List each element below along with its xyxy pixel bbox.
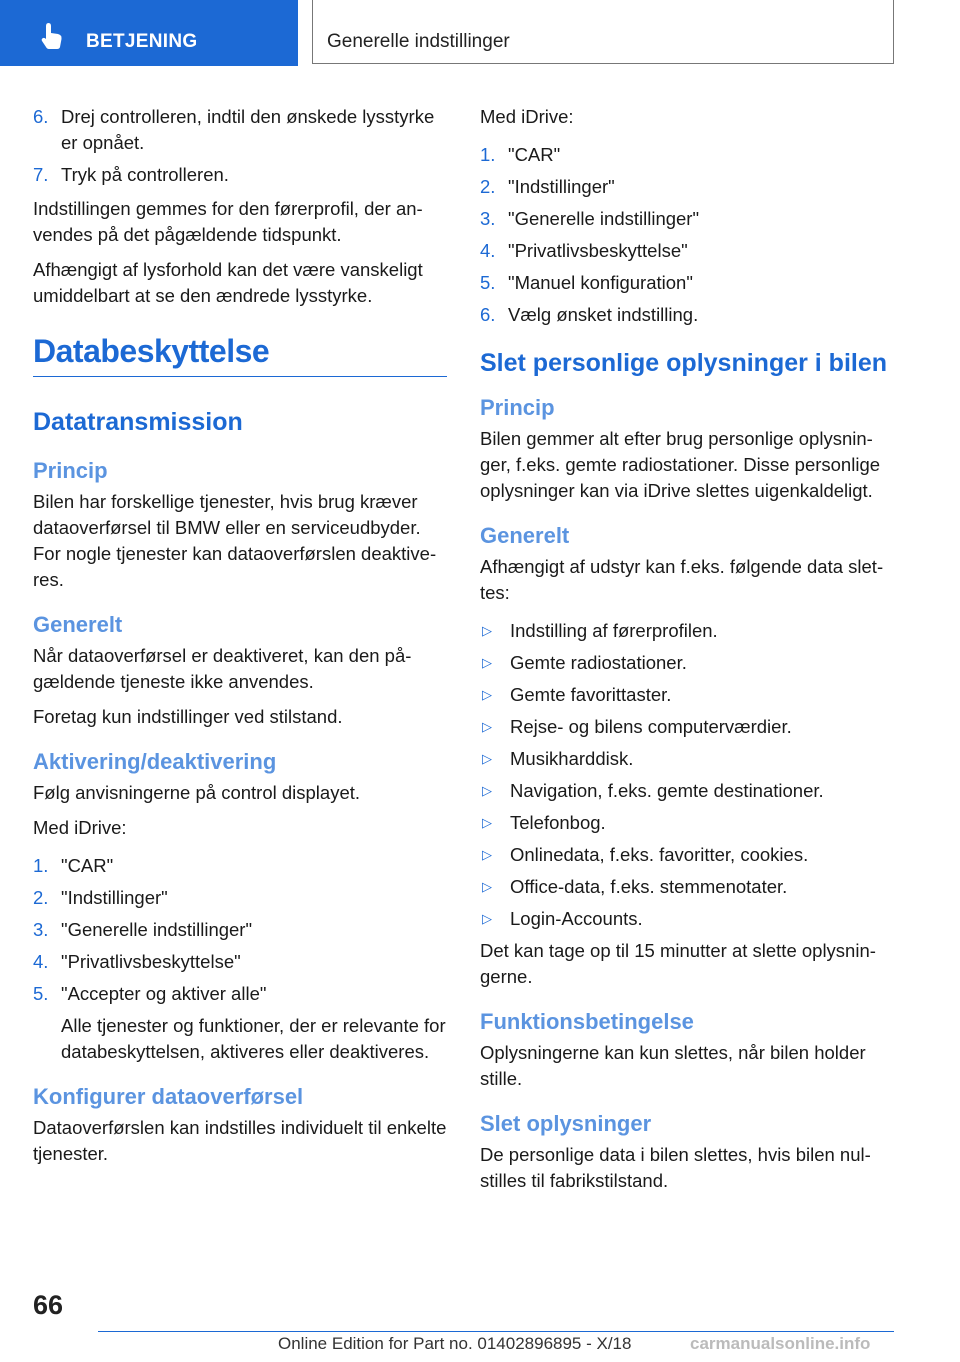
triangle-bullet-icon: ▷	[482, 879, 492, 894]
step-item	[33, 917, 447, 943]
step-number: 3.	[480, 208, 496, 229]
list-item	[480, 874, 895, 900]
subheading: Slet oplysninger	[480, 1111, 652, 1136]
step-number: 5.	[33, 983, 49, 1004]
paragraph: Oplysningerne kan kun slettes, når bilen holder stille.	[480, 1042, 866, 1089]
page-number: 66	[33, 1290, 64, 1320]
triangle-bullet-icon: ▷	[482, 911, 492, 926]
section-tab	[0, 0, 298, 66]
list-item	[480, 842, 895, 868]
paragraph: Det kan tage op til 15 minutter at slette oplysningerne.	[480, 940, 876, 987]
page-footer	[0, 1290, 960, 1362]
step-note: Alle tjenester og funktioner, der er relevante for databeskyttelsen, aktiveres eller deaktiveres.	[61, 1015, 446, 1062]
paragraph: Bilen gemmer alt efter brug personlige oplysninger, f.eks. gemte radiostationer. Disse personlige oplysninger kan via iDrive slettes uigenkaldeligt.	[480, 428, 881, 501]
right-column	[480, 104, 895, 1203]
subheading: Funktionsbetingelse	[480, 1009, 694, 1034]
step-item	[33, 981, 447, 1065]
list-text: Musikharddisk.	[510, 748, 634, 769]
triangle-bullet-icon: ▷	[482, 623, 492, 638]
paragraph: Afhængigt af lysforhold kan det være vanskeligt umiddelbart at se den ændrede lysstyrke.	[33, 259, 423, 306]
step-number: 4.	[480, 240, 496, 261]
step-number: 7.	[33, 164, 49, 185]
paragraph: Følg anvisningerne på control displayet.	[33, 782, 361, 803]
section-title: BETJENING	[86, 31, 198, 52]
subheading: Aktivering/deaktivering	[33, 749, 277, 774]
step-number: 4.	[33, 951, 49, 972]
list-item	[480, 650, 895, 676]
step-number: 3.	[33, 919, 49, 940]
subheading: Konfigurer dataoverførsel	[33, 1084, 304, 1109]
step-item	[480, 270, 895, 296]
list-item	[480, 810, 895, 836]
step-item	[33, 949, 447, 975]
paragraph: Indstillingen gemmes for den førerprofil, der anvendes på det pågældende tidspunkt.	[33, 198, 423, 245]
paragraph: De personlige data i bilen slettes, hvis bilen nulstilles til fabrikstilstand.	[480, 1144, 871, 1191]
list-text: Login-Accounts.	[510, 908, 643, 929]
step-item	[480, 302, 895, 328]
step-text: "Indstillinger"	[61, 887, 168, 908]
step-text: "Generelle indstillinger"	[508, 208, 700, 229]
list-text: Gemte favorittaster.	[510, 684, 672, 705]
subheading: Princip	[33, 458, 108, 483]
step-text: Drej controlleren, indtil den ønskede lysstyrke er opnået.	[61, 106, 435, 153]
step-number: 1.	[33, 855, 49, 876]
subheading: Generelt	[480, 523, 570, 548]
footer-divider	[98, 1331, 894, 1332]
triangle-bullet-icon: ▷	[482, 655, 492, 670]
step-number: 6.	[480, 304, 496, 325]
list-text: Rejse- og bilens computerværdier.	[510, 716, 792, 737]
list-text: Indstilling af førerprofilen.	[510, 620, 718, 641]
list-text: Navigation, f.eks. gemte destinationer.	[510, 780, 824, 801]
paragraph: Dataoverførslen kan indstilles individuelt til enkelte tjenester.	[33, 1117, 447, 1164]
subheading: Princip	[480, 395, 555, 420]
step-text: "Privatlivsbeskyttelse"	[508, 240, 688, 261]
step-item	[480, 174, 895, 200]
list-item	[480, 714, 895, 740]
triangle-bullet-icon: ▷	[482, 815, 492, 830]
triangle-bullet-icon: ▷	[482, 719, 492, 734]
paragraph: Bilen har forskellige tjenester, hvis brug kræver dataoverførsel til BMW eller en serviceudbyder. For nogle tjenester kan dataoverførslen deaktiveres.	[33, 491, 437, 590]
step-number: 1.	[480, 144, 496, 165]
subheading: Generelt	[33, 612, 123, 637]
step-text: "CAR"	[61, 855, 114, 876]
step-item	[33, 885, 447, 911]
list-item	[480, 778, 895, 804]
step-item	[33, 104, 447, 156]
paragraph: Med iDrive:	[33, 817, 127, 838]
step-item	[33, 162, 447, 188]
step-text: "Accepter og aktiver alle"	[61, 983, 267, 1004]
section-heading: Datatransmission	[33, 408, 243, 436]
step-text: "Indstillinger"	[508, 176, 615, 197]
paragraph: Afhængigt af udstyr kan f.eks. følgende data slettes:	[480, 556, 884, 603]
paragraph: Med iDrive:	[480, 106, 574, 127]
step-number: 2.	[33, 887, 49, 908]
step-number: 2.	[480, 176, 496, 197]
chapter-title: Generelle indstillinger	[327, 31, 510, 52]
list-text: Office-data, f.eks. stemmenotater.	[510, 876, 788, 897]
chapter-header	[312, 0, 894, 64]
left-column	[33, 104, 447, 1176]
paragraph: Foretag kun indstillinger ved stilstand.	[33, 706, 343, 727]
step-item	[33, 853, 447, 879]
paragraph: Når dataoverførsel er deaktiveret, kan den pågældende tjeneste ikke anvendes.	[33, 645, 412, 692]
list-text: Onlinedata, f.eks. favoritter, cookies.	[510, 844, 809, 865]
step-text: Tryk på controlleren.	[61, 164, 229, 185]
list-text: Gemte radiostationer.	[510, 652, 687, 673]
triangle-bullet-icon: ▷	[482, 847, 492, 862]
step-item	[480, 142, 895, 168]
step-number: 6.	[33, 106, 49, 127]
step-text: Vælg ønsket indstilling.	[508, 304, 699, 325]
watermark: carmanualsonline.info	[690, 1334, 871, 1353]
step-text: "Generelle indstillinger"	[61, 919, 253, 940]
list-item	[480, 618, 895, 644]
list-item	[480, 906, 895, 932]
section-heading: Slet personlige oplysninger i bilen	[480, 349, 888, 377]
list-item	[480, 682, 895, 708]
list-item	[480, 746, 895, 772]
step-item	[480, 206, 895, 232]
step-text: "Manuel konfiguration"	[508, 272, 693, 293]
triangle-bullet-icon: ▷	[482, 783, 492, 798]
step-item	[480, 238, 895, 264]
edition-text: Online Edition for Part no. 01402896895 - X/18	[278, 1334, 632, 1353]
triangle-bullet-icon: ▷	[482, 751, 492, 766]
step-text: "CAR"	[508, 144, 561, 165]
hand-icon	[38, 22, 66, 50]
step-number: 5.	[480, 272, 496, 293]
step-text: "Privatlivsbeskyttelse"	[61, 951, 241, 972]
chapter-heading: Databeskyttelse	[33, 333, 447, 377]
triangle-bullet-icon: ▷	[482, 687, 492, 702]
list-text: Telefonbog.	[510, 812, 606, 833]
